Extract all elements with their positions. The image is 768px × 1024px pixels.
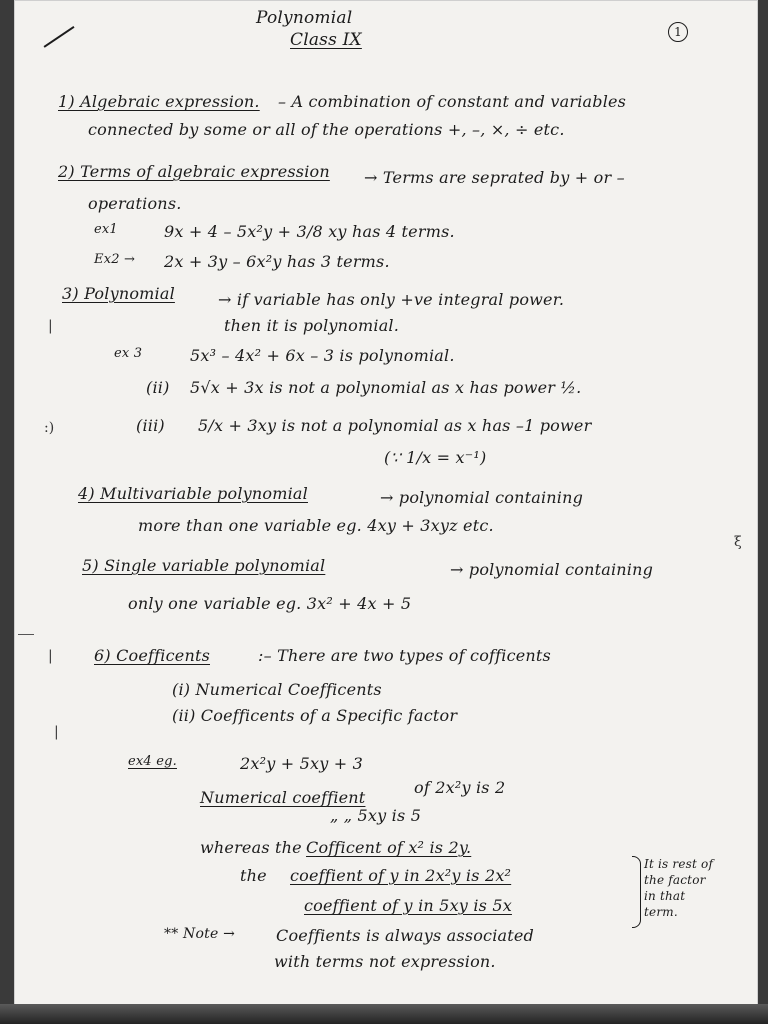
page-number: 1 bbox=[668, 22, 688, 42]
example-4-expression: 2x²y + 5xy + 3 bbox=[240, 754, 364, 773]
notebook-page: Polynomial Class IX 1 1) Algebraic expression. – A combination of constant and variables connected by some or all of the operations +, –, ×, ÷ etc. 2) Terms of algebraic expression → Terms are seprated by + or – operations. ex1 9x + 4 – 5x²y + 3/8 xy has 4 terms. Ex2 → 2x + 3y – 6x²y has 3 terms. 3) Polynomial → if variable has only +ve integral power. then it is polynomial. | ex 3 5x³ – 4x² + 6x – 3 is polynomial. (ii) 5√x + 3x is not a polynomial as x has power ½. :) (iii) 5/x + 3xy is not a polynomial as x has –1 power (∵ 1/x = x⁻¹) 4) Multivariable polynomial → polynomial containing more than one variable eg. 4xy + 3xyz etc. ξ 5) Single variable polynomial → polynomial containing only one variable eg. 3x² + 4x + 5 | 6) Coefficents :– There are two types of cofficents (i) Numerical Coefficents (ii) Coefficents of a Specific factor | ex4 eg. 2x²y + 5xy + 3 Numerical coeffient of 2x²y is 2 „ „ 5xy is 5 whereas the Cofficent of x² is 2y. the coeffient of y in 2x²y is 2x² coeffient of y in 5xy is 5x It is rest of the factor in that term. ** Note → Coeffients is always associated with terms not expression. bbox=[14, 0, 758, 1010]
section-2-example-2: 2x + 3y – 6x²y has 3 terms. bbox=[164, 252, 390, 271]
example-4-coefficient-of-y-1: coeffient of y in 2x²y is 2x² bbox=[290, 866, 512, 885]
note-label: ** Note → bbox=[164, 926, 236, 942]
section-3-definition-cont: then it is polynomial. bbox=[224, 316, 400, 335]
section-6-type-ii: (ii) Coefficents of a Specific factor bbox=[172, 706, 458, 725]
note-text-cont: with terms not expression. bbox=[274, 952, 496, 971]
section-6-type-i: (i) Numerical Coefficents bbox=[172, 680, 382, 699]
example-4-label: ex4 eg. bbox=[128, 754, 177, 769]
brace-note: It is rest of the factor in that term. bbox=[644, 857, 714, 919]
page-bottom-shadow bbox=[0, 1004, 768, 1024]
page-subtitle-class: Class IX bbox=[290, 30, 362, 50]
section-6-definition: :– There are two types of cofficents bbox=[258, 646, 551, 665]
page-title: Polynomial bbox=[256, 8, 353, 28]
section-4-heading: 4) Multivariable polynomial bbox=[78, 484, 308, 503]
example-4-whereas: whereas the bbox=[200, 838, 302, 857]
example-4-numerical-coefficient-2: „ „ 5xy is 5 bbox=[330, 806, 422, 825]
section-3-heading: 3) Polynomial bbox=[62, 284, 175, 303]
section-1-heading: 1) Algebraic expression. bbox=[58, 92, 260, 111]
section-4-definition: → polynomial containing bbox=[380, 488, 584, 507]
section-3-example-ii-label: (ii) bbox=[146, 378, 170, 397]
section-2-example-1-label: ex1 bbox=[94, 222, 118, 237]
section-2-example-1: 9x + 4 – 5x²y + 3/8 xy has 4 terms. bbox=[164, 222, 455, 241]
example-4-numerical-coefficient-label: Numerical coeffient bbox=[200, 788, 366, 807]
section-2-definition-cont: operations. bbox=[88, 194, 182, 213]
section-3-example-iii-label: (iii) bbox=[136, 416, 165, 435]
section-1-definition-cont: connected by some or all of the operations +, –, ×, ÷ etc. bbox=[88, 120, 565, 139]
section-3-example-iii-note: (∵ 1/x = x⁻¹) bbox=[384, 448, 487, 467]
section-2-example-2-label: Ex2 → bbox=[94, 252, 136, 267]
section-3-example-ii: 5√x + 3x is not a polynomial as x has power ½. bbox=[190, 378, 582, 397]
note-text: Coeffients is always associated bbox=[276, 926, 534, 945]
section-2-definition: → Terms are seprated by + or – bbox=[364, 168, 625, 187]
margin-slash-mark bbox=[44, 26, 75, 47]
example-4-numerical-coefficient-1: of 2x²y is 2 bbox=[414, 778, 506, 797]
section-6-heading: 6) Coefficents bbox=[94, 646, 210, 665]
section-2-heading: 2) Terms of algebraic expression bbox=[58, 162, 330, 181]
section-5-definition-cont: only one variable eg. 3x² + 4x + 5 bbox=[128, 594, 412, 613]
example-4-coefficient-of-y-2: coeffient of y in 5xy is 5x bbox=[304, 896, 512, 915]
section-3-example-i: 5x³ – 4x² + 6x – 3 is polynomial. bbox=[190, 346, 455, 365]
example-4-the: the bbox=[240, 866, 267, 885]
section-3-example-label: ex 3 bbox=[114, 346, 143, 361]
section-4-definition-cont: more than one variable eg. 4xy + 3xyz etc. bbox=[138, 516, 494, 535]
section-5-heading: 5) Single variable polynomial bbox=[82, 556, 326, 575]
brace-mark bbox=[632, 856, 641, 928]
example-4-coefficient-of-x2: Cofficent of x² is 2y. bbox=[306, 838, 472, 857]
section-1-definition: – A combination of constant and variables bbox=[278, 92, 627, 111]
section-5-definition: → polynomial containing bbox=[450, 560, 654, 579]
section-3-example-iii: 5/x + 3xy is not a polynomial as x has –1 power bbox=[198, 416, 592, 435]
section-3-definition: → if variable has only +ve integral power. bbox=[218, 290, 565, 309]
